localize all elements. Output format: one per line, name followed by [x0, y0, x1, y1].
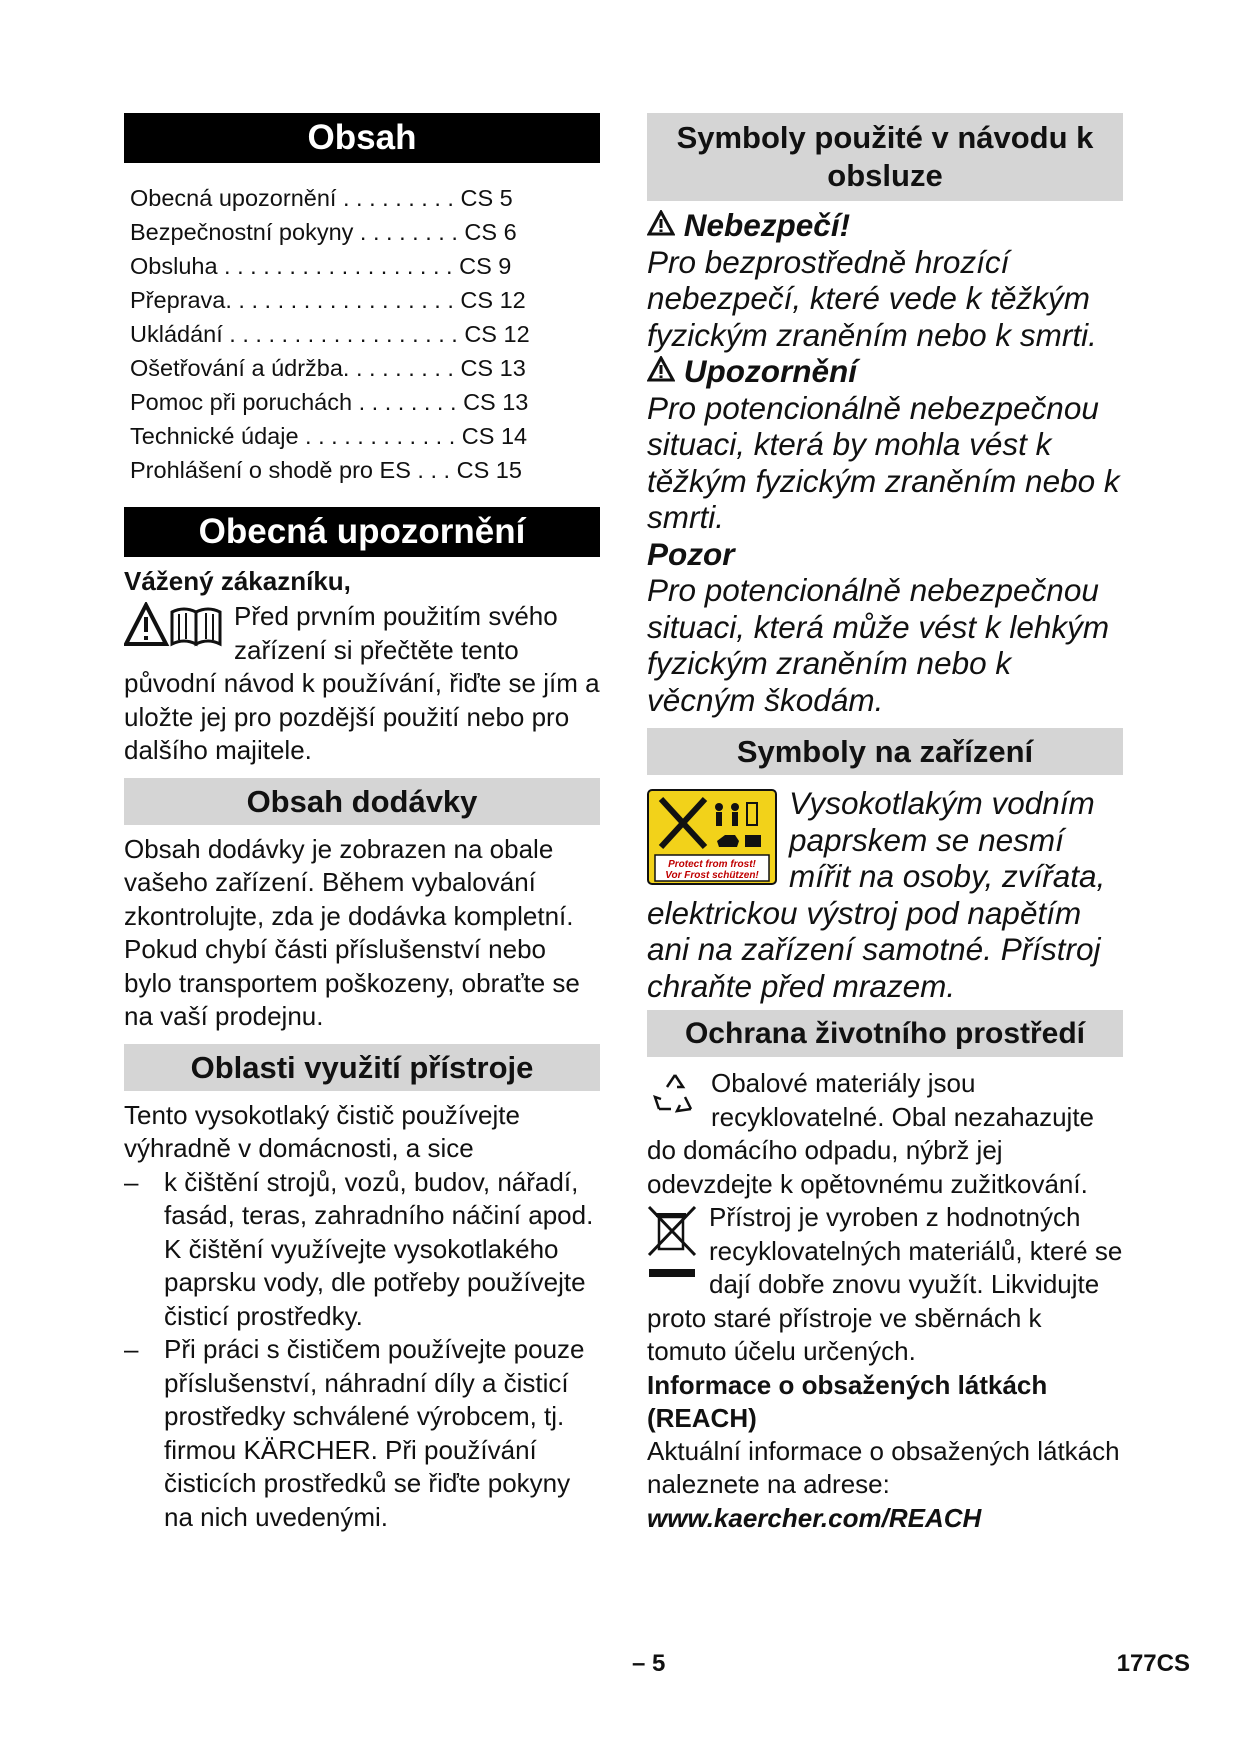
warning-label-row [647, 353, 1123, 390]
device-symbols-paragraph [647, 785, 1123, 1004]
recycle-paragraph [647, 1067, 1123, 1201]
toc-entry-label: Prohlášení o shodě pro ES . . . [130, 457, 451, 483]
warning-read-manual-icon [124, 602, 224, 657]
contents-heading: Obsah [124, 113, 600, 163]
toc-entry[interactable] [130, 453, 600, 487]
toc-entry-label: Bezpečnostní pokyny . . . . . . . . [130, 219, 458, 245]
toc-entry[interactable] [130, 283, 600, 317]
greeting: Vážený zákazníku, [124, 566, 351, 596]
recycling-icon [651, 1071, 699, 1126]
toc-entry-label: Ošetřování a údržba. . . . . . . . . [130, 355, 454, 381]
toc-entry-label: Obsluha . . . . . . . . . . . . . . . . . . [130, 253, 453, 279]
usage-bullet-1 [124, 1166, 600, 1334]
warning-triangle-icon [647, 207, 684, 243]
toc-entry-page: CS 13 [460, 355, 526, 381]
environment-heading: Ochrana životního prostředí [647, 1010, 1123, 1057]
toc-entry-page: CS 6 [464, 219, 517, 245]
device-symbols-text: Vysokotlakým vodním paprskem se nesmí mířit na osoby, zvířata, elektrickou výstroj pod napětím ani na zařízení samotné. Přístroj chraňte před mrazem. [647, 785, 1106, 1004]
toc-entry[interactable] [130, 215, 600, 249]
toc-entry-page: CS 12 [460, 287, 526, 313]
usage-intro: Tento vysokotlaký čistič používejte výhradně v domácnosti, a sice [124, 1099, 520, 1163]
caution-text: Pro potencionálně nebezpečnou situaci, která může vést k lehkým fyzickým zraněním nebo k věcným škodám. [647, 572, 1110, 718]
usage-heading: Oblasti využití přístroje [124, 1044, 600, 1091]
general-heading: Obecná upozornění [124, 507, 600, 557]
toc-entry-label: Přeprava. . . . . . . . . . . . . . . . . . [130, 287, 454, 313]
warning-triangle-icon [647, 353, 684, 389]
toc-entry[interactable] [130, 385, 600, 419]
bullet-text: k čištění strojů, vozů, budov, nářadí, fasád, teras, zahradního náčiní apod. K čištění využívejte vysokotlakého paprsku vody, dle potřeby používejte čisticí prostředky. [164, 1166, 594, 1331]
usage-bullet-2 [124, 1333, 600, 1534]
danger-label-row [647, 207, 1123, 244]
toc-entry-label: Pomoc při poruchách . . . . . . . . [130, 389, 457, 415]
bullet-dash: – [124, 1334, 139, 1364]
disposal-paragraph [647, 1201, 1123, 1369]
bullet-text: Při práci s čističem používejte pouze příslušenství, náhradní díly a čisticí prostředky schválené výrobcem, tj. firmou KÄRCHER. Při používání čisticích prostředků se řiďte pokyny na nich uvedenými. [164, 1334, 585, 1532]
recycle-text: Obalové materiály jsou recyklovatelné. Obal nezahazujte do domácího odpadu, nýbrž jej odevzdejte k opětovnému zužitkování. [647, 1068, 1095, 1199]
danger-text: Pro bezprostředně hrozící nebezpečí, které vede k těžkým fyzickým zraněním nebo k smrti. [647, 243, 1097, 353]
general-text: Před prvním použitím svého zařízení si přečtěte tento původní návod k používání, řiďte se jím a uložte jej pro pozdější použití nebo pro dalšího majitele. [124, 601, 600, 765]
disposal-text: Přístroj je vyroben z hodnotných recyklovatelných materiálů, které se dají dobře znovu využít. Likvidujte proto staré přístroje ve sběrnách k tomuto účelu určených. [647, 1202, 1123, 1366]
toc-entry-label: Obecná upozornění . . . . . . . . . [130, 185, 454, 211]
device-symbols-heading: Symboly na zařízení [647, 728, 1123, 775]
delivery-text: Obsah dodávky je zobrazen na obale vašeho zařízení. Během vybalování zkontrolujte, zda je dodávka kompletní. Pokud chybí části příslušenství nebo bylo transportem poškozeny, obraťte se na vaší prodejnu. [124, 833, 580, 1031]
caution-label: Pozor [647, 535, 735, 572]
toc-entry-page: CS 12 [464, 321, 530, 347]
warning-label: Upozornění [683, 353, 858, 389]
reach-text: Aktuální informace o obsažených látkách naleznete na adrese: [647, 1435, 1120, 1499]
right-column [647, 113, 1123, 1535]
toc-entry-page: CS 15 [456, 457, 522, 483]
symbols-heading: Symboly použité v návodu k obsluze [647, 113, 1123, 201]
toc-entry-label: Ukládání . . . . . . . . . . . . . . . . . . [130, 321, 458, 347]
toc-entry[interactable] [130, 317, 600, 351]
document-code: 177CS [1116, 1650, 1190, 1677]
table-of-contents [130, 181, 600, 487]
toc-entry[interactable] [130, 351, 600, 385]
delivery-heading: Obsah dodávky [124, 778, 600, 825]
no-spray-frost-label-icon [647, 789, 777, 893]
danger-label: Nebezpečí! [683, 207, 851, 243]
frost-label-text: Vor Frost schützen! [665, 870, 759, 881]
page-number: – 5 [632, 1650, 666, 1677]
toc-entry-page: CS 14 [461, 423, 528, 449]
warning-text: Pro potencionálně nebezpečnou situaci, která by mohla vést k těžkým fyzickým zraněním nebo k smrti. [647, 389, 1120, 535]
toc-entry[interactable] [130, 419, 600, 453]
reach-url[interactable]: www.kaercher.com/REACH [647, 1502, 982, 1533]
frost-label-text: Protect from frost! [668, 859, 756, 870]
left-column [124, 113, 600, 1534]
crossed-bin-icon [647, 1205, 697, 1294]
toc-entry-page: CS 13 [463, 389, 529, 415]
toc-entry-page: CS 5 [460, 185, 513, 211]
bullet-dash: – [124, 1166, 139, 1197]
general-paragraph [124, 600, 600, 768]
toc-entry-label: Technické údaje . . . . . . . . . . . . [130, 423, 456, 449]
toc-entry[interactable] [130, 181, 600, 215]
reach-heading: Informace o obsažených látkách (REACH) [647, 1369, 1048, 1433]
toc-entry[interactable] [130, 249, 600, 283]
toc-entry-page: CS 9 [459, 253, 512, 279]
